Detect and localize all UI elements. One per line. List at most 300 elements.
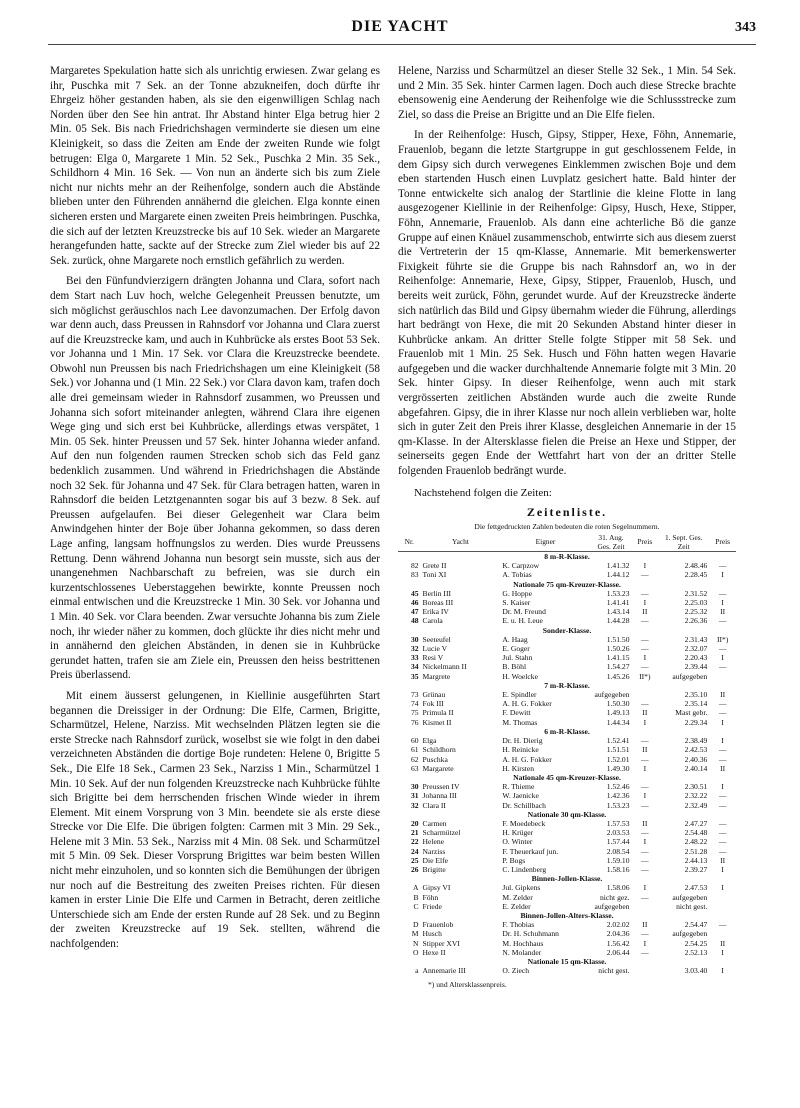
table-cell: 2.35.10	[684, 690, 708, 700]
table-cell: I	[721, 864, 724, 874]
table-cell: Frauenlob	[422, 920, 454, 930]
column-header: Nr.	[398, 533, 421, 552]
table-cell: I	[643, 561, 647, 571]
table-cell	[709, 929, 736, 938]
table-cell: 2.52.13	[684, 947, 708, 957]
table-cell: nicht gest.	[676, 901, 708, 911]
table-cell: I	[721, 570, 724, 580]
paragraph: Bei den Fünfundvierzigern drängten Johanna und Clara, sofort nach dem Start nach Luv hoch, welche Gelegenheit Preussen benutzte, um sich möglichst geräuschlos nach Lee davonzumachen. Der Erfolg davon war denn auch, dass Preussen in Rahnsdorf vor Johanna und Clara zuerst auf die Kreuzstrecke kam, und auch in Kuhbrücke als erstes Boot 53 Sek. vor Johanna und 1 Min. 17 Sek. vor Clara die Kreuzstrecke beendete. Obwohl nun Preussen bis nach Friedrichshagen um eine Kleinigkeit (58 Sek.) vor Johanna und (1 Min. 22 Sek.) vor Clara davon kam, trafen doch alle drei gemeinsam wieder in Rahnsdorf zusammen, wo Preussen und Johanna sich sofort miteinander anlegten, während Clara ihre eigenen Wege ging und sich erst bei Kuhbrücke, allerdings etwas verspätet, 1 Min. 05 Sek. hinter Preussen und 57 Sek. hinter Johanna wieder anfand. Auf den nun folgenden raumen Strecken schob sich das Feld ganz bedenklich zusammen. Und während in Friedrichshagen die Abstände noch 32 Sek. für Johanna und 47 Sek. für Clara betragen hatten, waren in Rahnsdorf die beiden Letztgenannten sogar bis auf 3 bezw. 8 Sek. auf Preussen aufgelaufen. Bei dieser Gelegenheit war Clara beim Anwindgehen hinter der Boje über Johanna gekommen, so dass deren Lage anfing, langsam hoffnungslos zu werden. Dies wurde Preussens Rettung. Denn während Johanna nun besorgt sein musste, sich aus der unangenehmen Nachbarschaft zu befreien, was sie durch ein kurzentschlossenes Ueberstaggehen bewirkte, konnte Preussen noch einmal entwischen und die Kreuzstrecke 1 Min. 30 Sek. vor Johanna und 1 Min. 40 Sek. vor Clara beenden. Zwar versuchte Johanna bis zum Ziele noch, ihr wieder näher zu kommen, doch glückte ihr dies nicht mehr und in annähernd den gleichen Abständen, in denen sie in Kuhbrücke gerundet hatten, trafen sie am Ziele ein, Preussen den heiss bestrittenen Preis überlassend.	[50, 275, 380, 682]
table-cell	[632, 902, 659, 911]
class-heading: 8 m-R-Klasse.	[544, 552, 590, 562]
table-cell: I	[643, 598, 647, 608]
table-cell: 2.51.28	[684, 846, 708, 856]
table-cell: 1.52.46	[606, 782, 630, 792]
table-cell: nicht gez.	[599, 892, 630, 902]
table-row	[398, 929, 736, 938]
table-cell: Scharmützel	[422, 828, 461, 838]
table-cell: N. Molander	[502, 947, 542, 957]
table-cell: 1.52.41	[606, 736, 630, 746]
class-heading: 7 m-R-Klasse.	[544, 680, 590, 690]
table-cell: C. Lindenberg	[502, 864, 547, 874]
table-cell: —	[641, 947, 649, 957]
table-cell: Schildhorn	[422, 745, 456, 755]
table-row	[398, 847, 736, 856]
table-row	[398, 791, 736, 800]
table-cell: II	[720, 763, 726, 773]
table-row	[398, 718, 736, 727]
class-heading-row	[398, 957, 736, 966]
table-row	[398, 561, 736, 570]
table-cell: I	[643, 938, 647, 948]
table-cell: 2.20.43	[684, 653, 708, 663]
table-cell: Friede	[422, 901, 442, 911]
table-cell	[709, 893, 736, 902]
footnote: *) und Altersklassenpreis.	[428, 980, 507, 990]
column-header: Preis	[709, 533, 736, 552]
table-cell: 20	[410, 818, 419, 828]
table-row	[398, 856, 736, 865]
table-cell: 2.42.53	[684, 745, 708, 755]
table-cell: F. Thobias	[502, 920, 535, 930]
table-row	[398, 662, 736, 671]
class-heading-row	[398, 874, 736, 883]
table-cell: Primula II	[422, 708, 454, 718]
table-cell: 2.48.46	[684, 561, 708, 571]
table-row	[398, 635, 736, 644]
table-cell: Mast gebr.	[675, 708, 708, 718]
table-cell: 1.58.06	[606, 883, 630, 893]
table-cell: 30	[410, 634, 419, 644]
table-cell: R. Thieme	[502, 782, 535, 792]
table-cell: 34	[410, 662, 419, 672]
right-text-column	[398, 64, 736, 989]
table-cell: 2.32.49	[684, 800, 708, 810]
table-cell: 47	[410, 607, 419, 617]
table-cell: 31	[410, 791, 419, 801]
table-cell: 1.51.50	[606, 634, 630, 644]
table-cell: —	[718, 561, 727, 571]
table-cell: 2.48.22	[684, 837, 708, 847]
table-cell: 2.03.53	[606, 828, 630, 838]
table-row	[398, 920, 736, 929]
table-cell: Grete II	[422, 561, 447, 571]
class-heading: Sonder-Klasse.	[542, 625, 592, 635]
table-row	[398, 939, 736, 948]
table-cell: 2.29.34	[684, 717, 708, 727]
table-cell: 2.32.07	[684, 644, 708, 654]
table-row	[398, 782, 736, 791]
table-cell: 1.44.34	[606, 717, 630, 727]
table-row	[398, 902, 736, 911]
table-cell: D	[413, 920, 419, 930]
table-cell: M. Thomas	[502, 717, 538, 727]
table-cell: I	[721, 966, 724, 976]
table-cell: —	[641, 754, 649, 764]
table-row	[398, 672, 736, 681]
table-cell: Jul. Gipkens	[502, 883, 541, 893]
class-heading: Nationale 30 qm-Klasse.	[527, 809, 607, 819]
page-number: 343	[735, 20, 756, 35]
table-cell: —	[718, 754, 727, 764]
table-row	[398, 948, 736, 957]
class-heading-row	[398, 626, 736, 635]
table-cell: 2.25.32	[684, 607, 708, 617]
table-cell: Annemarie III	[422, 966, 466, 976]
table-cell: —	[718, 588, 727, 598]
table-cell: —	[641, 662, 649, 672]
table-cell: H. Krüger	[502, 828, 534, 838]
table-row	[398, 801, 736, 810]
table-cell: —	[718, 846, 727, 856]
table-row	[398, 755, 736, 764]
table-cell	[709, 902, 736, 911]
table-cell: 33	[410, 653, 419, 663]
table-cell: 21	[410, 828, 419, 838]
table-cell: Fok III	[422, 699, 444, 709]
times-list-note: Die fettgedruckten Zahlen bedeuten die roten Segelnummern.	[474, 521, 660, 531]
table-cell: —	[641, 864, 649, 874]
class-heading-row	[398, 911, 736, 920]
table-cell: II	[642, 607, 648, 617]
table-cell: I	[643, 791, 647, 801]
table-cell: Dr. M. Freund	[502, 607, 546, 617]
table-row	[398, 699, 736, 708]
table-cell: —	[641, 929, 649, 939]
table-cell: Gipsy VI	[422, 883, 451, 893]
table-cell: —	[718, 828, 727, 838]
table-cell: Johanna III	[422, 791, 457, 801]
table-cell: 1.49.13	[606, 708, 630, 718]
table-cell: 24	[410, 846, 419, 856]
table-cell: 1.44.12	[606, 570, 630, 580]
table-cell: 2.35.14	[684, 699, 708, 709]
table-row	[398, 893, 736, 902]
table-cell: 82	[410, 561, 419, 571]
table-cell: N	[413, 938, 419, 948]
table-cell: —	[641, 616, 649, 626]
table-cell: II	[642, 920, 648, 930]
table-cell: Grünau	[422, 690, 446, 700]
table-cell: E. Goger	[502, 644, 530, 654]
table-cell: 74	[410, 699, 419, 709]
table-cell: I	[721, 717, 724, 727]
table-cell: 1.58.16	[606, 864, 630, 874]
table-cell: 2.04.36	[606, 929, 630, 939]
table-cell: —	[641, 699, 649, 709]
table-cell: S. Kaiser	[502, 598, 531, 608]
table-cell: —	[641, 588, 649, 598]
table-cell: 1.53.23	[606, 588, 630, 598]
table-row	[398, 764, 736, 773]
table-cell: nicht gest.	[598, 966, 630, 976]
table-cell: Carola	[422, 616, 443, 626]
table-cell: —	[718, 644, 727, 654]
table-cell: aufgegeben	[594, 690, 630, 700]
table-cell: 73	[410, 690, 419, 700]
table-cell: Föhn	[422, 892, 439, 902]
table-cell: —	[641, 892, 649, 902]
paragraph: Margaretes Spekulation hatte sich als unrichtig erwiesen. Zwar gelang es ihr, Puschka mit 7 Sek. an der Tonne abzukneifen, doch dürfte ihr Ehrgeiz höher gestanden haben, als sie den eigenwilligen Schlag nach Norden über den See hin antrat. Ihr Abstand hinter Elga betrug hier 2 Min. 05 Sek. Bis nach Friedrichshagen verminderte sie diesen um eine Kleinigkeit, so dass die Zeiten am Ende der zweiten Runde wie folgt betrugen: Elga 0, Margarete 1 Min. 52 Sek., Puschka 2 Min. 35 Sek., Schildhorn 4 Min. 16 Sek. — Von nun an änderte sich bis zum Ziele nicht nur nichts mehr an der Reihenfolge, sondern auch die Abstände blieben unter den Führenden annähernd die gleichen. Elga konnte einen sicheren ersten und Margarete einen zweiten Preis heimbringen. Puschka, die sich auf der letzten Kreuzstrecke bis auf 10 Sek. wieder an Margarete herangefunden hatte, sackte auf der Strecke zum Ziel wieder bis auf 22 Sek. zurück, ohne Margarete noch ernstlich gefährlich zu werden.	[50, 65, 380, 267]
table-cell: II	[720, 855, 726, 865]
class-heading-row	[398, 727, 736, 736]
table-row	[398, 598, 736, 607]
table-cell: H. Woelcke	[502, 671, 538, 681]
table-cell: A	[413, 883, 419, 893]
table-cell: —	[718, 791, 727, 801]
table-cell: 75	[410, 708, 419, 718]
table-cell: A. Haag	[502, 634, 528, 644]
table-row	[398, 616, 736, 625]
table-row	[398, 644, 736, 653]
table-cell: I	[721, 883, 724, 893]
table-cell: —	[718, 800, 727, 810]
class-heading-row	[398, 580, 736, 589]
table-cell: M. Zelder	[502, 892, 533, 902]
class-heading: Binnen-Jollen-Alters-Klasse.	[520, 910, 614, 920]
table-cell: 2.47.53	[684, 883, 708, 893]
table-cell: 83	[410, 570, 419, 580]
table-cell: aufgegeben	[672, 671, 708, 681]
class-heading: 6 m-R-Klasse.	[544, 726, 590, 736]
table-cell: —	[641, 800, 649, 810]
table-cell: II*)	[639, 671, 651, 681]
table-cell: —	[718, 818, 727, 828]
table-cell: Clara II	[422, 800, 446, 810]
paragraph: Mit einem äusserst gelungenen, in Kiellinie ausgeführten Start begannen die Dreissiger in der Ordnung: Die Elfe, Carmen, Brigitte, Scharmützel, Helene, Narziss. Mit wechselnden Plätzen legten sie die erste Strecke nach Rahnsdorf zurück, woselbst sie wie folgt in den dabei verzeichneten Abständen die dortige Boje rundeten: Helene 0, Brigitte 5 Sek., Die Elfe 18 Sek., Carmen 23 Sek., Narziss 1 Min., Scharmützel 1 Min. 10 Sek. Auf der nun folgenden Kreuzstrecke nach Kuhbrücke fühlte sich Brigitte bei dem herrschenden frischen Winde wieder in ihrem Element. Mit einem Vorsprung von 3 Min. beendete sie als erste diese Strecke vor Die Elfe. Die übrigen folgten: Carmen mit 3 Min. 29 Sek., Helene mit 3 Min. 53 Sek., Narziss mit 4 Min. 08 Sek. und Scharmützel mit 5 Min. 09 Sek. Dieser Vorsprung Brigittes war beim besten Willen nicht mehr einzuholen, und so konnten sich die Bemühungen der übrigen nur noch auf die Bestreitung des zweiten Preises richten. Für diesen kamen in erster Linie Die Elfe und Carmen in Betracht, deren zeitliche Unterschiede sich am Ende der ersten Runde auf 28 Sek. und zu Beginn der zweiten Kreuzstrecke auf 19 Sek. stellten, während die nachfolgenden:	[50, 689, 380, 951]
table-cell: K. Carpzow	[502, 561, 540, 571]
table-cell: 2.54.47	[684, 920, 708, 930]
table-cell	[709, 672, 736, 681]
table-cell: 2.02.02	[606, 920, 630, 930]
table-row	[398, 828, 736, 837]
table-cell: II	[642, 708, 648, 718]
table-cell: 1.52.01	[606, 754, 630, 764]
table-cell: Hexe II	[422, 947, 446, 957]
table-cell: 46	[410, 598, 419, 608]
table-cell: H. Reinicke	[502, 745, 539, 755]
table-row	[398, 589, 736, 598]
paragraph: Helene, Narziss und Scharmützel an dieser Stelle 32 Sek., 1 Min. 54 Sek. und 2 Min. 35 Sek. hinter Carmen lagen. Doch auch diese Strecke brachte ebensowenig eine Aenderung der Reihenfolge wie die Schlussstrecke zum Ziel, so dass die Preise an Brigitte und an Die Elfe fielen.	[398, 65, 736, 121]
table-cell: 2.28.45	[684, 570, 708, 580]
table-cell: E. Zelder	[502, 901, 531, 911]
table-row	[398, 819, 736, 828]
table-cell: Seeteufel	[422, 634, 451, 644]
table-row	[398, 690, 736, 699]
table-cell: Dr. H. Schuhmann	[502, 929, 559, 939]
table-cell: 1.45.26	[606, 671, 630, 681]
table-cell: 1.44.28	[606, 616, 630, 626]
table-cell: A. H. G. Fokker	[502, 754, 552, 764]
table-cell: Dr. H. Dierig	[502, 736, 543, 746]
table-cell: O. Winter	[502, 837, 533, 847]
table-cell: I	[643, 763, 647, 773]
table-row	[398, 570, 736, 579]
table-cell: 1.59.10	[606, 855, 630, 865]
table-cell: C	[413, 901, 419, 911]
table-cell: Margrete	[422, 671, 451, 681]
table-cell: I	[721, 782, 724, 792]
table-cell: E. u. H. Leue	[502, 616, 543, 626]
table-cell: 3.03.40	[684, 966, 708, 976]
table-row	[398, 653, 736, 662]
table-cell: Brigitte	[422, 864, 446, 874]
table-cell: 35	[410, 671, 419, 681]
table-cell: 2.44.13	[684, 855, 708, 865]
table-cell: Erika IV	[422, 607, 449, 617]
table-cell: 2.47.27	[684, 818, 708, 828]
table-cell: 32	[410, 644, 419, 654]
table-cell: 1.41.32	[606, 561, 630, 571]
table-cell: Elga	[422, 736, 437, 746]
table-cell: M	[411, 929, 419, 939]
table-cell: 1.53.23	[606, 800, 630, 810]
class-heading-row	[398, 681, 736, 690]
table-cell: F. Theuerkauf jun.	[502, 846, 559, 856]
table-cell: I	[643, 883, 647, 893]
table-row	[398, 966, 736, 975]
table-cell: 30	[410, 782, 419, 792]
table-cell: Carmen	[422, 818, 447, 828]
table-cell: P. Bogs	[502, 855, 526, 865]
paragraph: In der Reihenfolge: Husch, Gipsy, Stipper, Hexe, Föhn, Annemarie, Frauenlob, begann die letzte Startgruppe in gut geschlossenem Felde, in dem Gipsy sich durch verwegenes Einklemmen zwischen Boje und dem eben startenden Husch einen Luvplatz gesichert hatte. Bald hinter der Tonne entwickelte sich analog der Startlinie die kleine Flotte in lang ausgezogener Kiellinie in der Reihenfolge: Gipsy, Husch, Hexe, Stipper, Föhn, Annemarie, Frauenlob. Als dann eine achterliche Bö die ganze Gruppe auf einen Knäuel zusammenschob, entwirrte sich aus diesem zuerst die Vertreterin der 15 qm-Klasse, Annemarie. Mit bemerkenswerter Fixigkeit führte sie die Gruppe bis nach Rahnsdorf an, wo in der Reihenfolge: Annemarie, Hexe, Gipsy, Stipper, Frauenlob, Husch, und bereits weit zurück, Föhn, gerundet wurde. Auf der Kreuzstrecke änderte sich natürlich das Bild und Gipsy übernahm wieder die Führung, allerdings hart bedrängt von Hexe, die mit 20 Sekunden Abstand hinter dieser in Kuhbrücke ankam. An dritter Stelle folgte Stipper mit 58 Sek. und Frauenlob mit 1 Min. 25 Sek. Husch und Föhn hatten wegen Havarie aufgegeben und die wacker durchhaltende Annemarie folgte mit 3 Min. 20 Sek. hinter Gipsy. In dieser Reihenfolge, wenn auch mit stark vergrösserten zeitlichen Abständen wurde auch die zweite Runde abgefahren. Gipsy, die in ihrer Klasse nur noch allein verblieben war, holte sich in guter Zeit den Preis ihrer Klasse, desgleichen Annemarie in der 15 qm-Klasse. In der Altersklasse fielen die Preise an Hexe und Stipper, der seinerseits gegen Ende der Wettfahrt hart von der an dritter Stelle folgenden Frauenlob bedrängt wurde.	[398, 129, 736, 478]
table-cell: 1.50.26	[606, 644, 630, 654]
table-cell: aufgegeben	[594, 901, 630, 911]
table-cell: —	[718, 837, 727, 847]
table-header-row	[398, 533, 736, 552]
table-cell: —	[718, 745, 727, 755]
table-cell: Lucie V	[422, 644, 448, 654]
column-header: 31. Aug. Ges. Zeit	[591, 533, 632, 552]
class-heading: Nationale 75 qm-Kreuzer-Klasse.	[513, 579, 621, 589]
table-cell: Boreas III	[422, 598, 454, 608]
table-cell: —	[718, 920, 727, 930]
table-cell: 25	[410, 855, 419, 865]
running-header-title: DIE YACHT	[351, 18, 449, 35]
class-heading-row	[398, 810, 736, 819]
table-cell: Puschka	[422, 754, 448, 764]
table-row	[398, 837, 736, 846]
table-cell: 1.50.30	[606, 699, 630, 709]
table-cell: —	[641, 644, 649, 654]
table-cell: O	[413, 947, 419, 957]
table-cell: 1.49.30	[606, 763, 630, 773]
left-text-column	[50, 64, 380, 958]
table-cell: —	[641, 736, 649, 746]
table-cell: —	[718, 616, 727, 626]
table-cell: 1.57.53	[606, 818, 630, 828]
table-cell: 2.31.43	[684, 634, 708, 644]
table-cell: —	[718, 662, 727, 672]
table-cell: 2.25.03	[684, 598, 708, 608]
table-cell: II*)	[716, 634, 729, 644]
table-cell: 2.30.51	[684, 782, 708, 792]
class-heading: Nationale 45 qm-Kreuzer-Klasse.	[513, 772, 621, 782]
table-cell: —	[641, 570, 649, 580]
table-cell: —	[641, 634, 649, 644]
table-cell: 2.38.49	[684, 736, 708, 746]
column-header: Preis	[632, 533, 659, 552]
table-cell: Die Elfe	[422, 855, 449, 865]
table-cell: I	[643, 717, 647, 727]
table-cell: 2.39.44	[684, 662, 708, 672]
table-cell: 2.31.52	[684, 588, 708, 598]
table-cell: aufgegeben	[672, 929, 708, 939]
table-row	[398, 883, 736, 892]
class-heading: Binnen-Jollen-Klasse.	[531, 874, 603, 884]
table-cell: A. H. G. Fokker	[502, 699, 552, 709]
table-cell: II	[642, 745, 648, 755]
table-cell: aufgegeben	[672, 892, 708, 902]
table-cell: 2.39.27	[684, 864, 708, 874]
times-table-body	[398, 552, 736, 976]
table-cell: Husch	[422, 929, 442, 939]
times-table	[398, 533, 736, 976]
table-cell: Margarete	[422, 763, 454, 773]
table-cell: II	[642, 818, 648, 828]
table-row	[398, 736, 736, 745]
table-cell: Narziss	[422, 846, 446, 856]
table-cell: G. Hoppe	[502, 588, 532, 598]
table-cell: 63	[410, 763, 419, 773]
table-cell: H. Kirsten	[502, 763, 535, 773]
table-cell: II	[720, 607, 726, 617]
table-cell: 1.56.42	[606, 938, 630, 948]
class-heading-row	[398, 773, 736, 782]
table-cell: 1.41.41	[606, 598, 630, 608]
table-cell: I	[721, 947, 724, 957]
table-cell: Dr. Schillbach	[502, 800, 546, 810]
class-heading-row	[398, 552, 736, 562]
table-cell: Jul. Stahn	[502, 653, 533, 663]
table-cell: a	[415, 966, 419, 976]
table-cell: II	[720, 938, 726, 948]
table-cell: I	[643, 653, 647, 663]
header-rule	[48, 44, 756, 45]
table-cell: 2.40.14	[684, 763, 708, 773]
table-cell: B. Böhl	[502, 662, 527, 672]
table-cell: Berlin III	[422, 588, 451, 598]
table-cell	[632, 966, 659, 975]
table-cell: —	[641, 855, 649, 865]
table-cell: I	[721, 598, 724, 608]
table-cell: 1.41.15	[606, 653, 630, 663]
column-header: Yacht	[421, 533, 501, 552]
times-intro: Nachstehend folgen die Zeiten:	[414, 486, 552, 499]
table-cell: 2.08.54	[606, 846, 630, 856]
table-cell: A. Tobias	[502, 570, 532, 580]
column-header: 1. Sept. Ges. Zeit	[658, 533, 709, 552]
table-cell: —	[641, 828, 649, 838]
table-cell: Kismet II	[422, 717, 452, 727]
table-cell: 1.51.51	[606, 745, 630, 755]
table-cell: F. Moedebeck	[502, 818, 546, 828]
table-cell: 1.54.27	[606, 662, 630, 672]
table-cell: —	[641, 846, 649, 856]
table-cell: 2.54.48	[684, 828, 708, 838]
table-row	[398, 865, 736, 874]
table-cell: 2.40.36	[684, 754, 708, 764]
table-cell: M. Hochhaus	[502, 938, 544, 948]
table-cell: E. Spindler	[502, 690, 537, 700]
table-cell: 2.32.22	[684, 791, 708, 801]
table-cell: F. Dewitt	[502, 708, 531, 718]
table-row	[398, 607, 736, 616]
table-cell	[632, 690, 659, 699]
table-cell: I	[721, 653, 724, 663]
table-cell: —	[641, 782, 649, 792]
table-cell: 22	[410, 837, 419, 847]
table-cell: —	[718, 699, 727, 709]
